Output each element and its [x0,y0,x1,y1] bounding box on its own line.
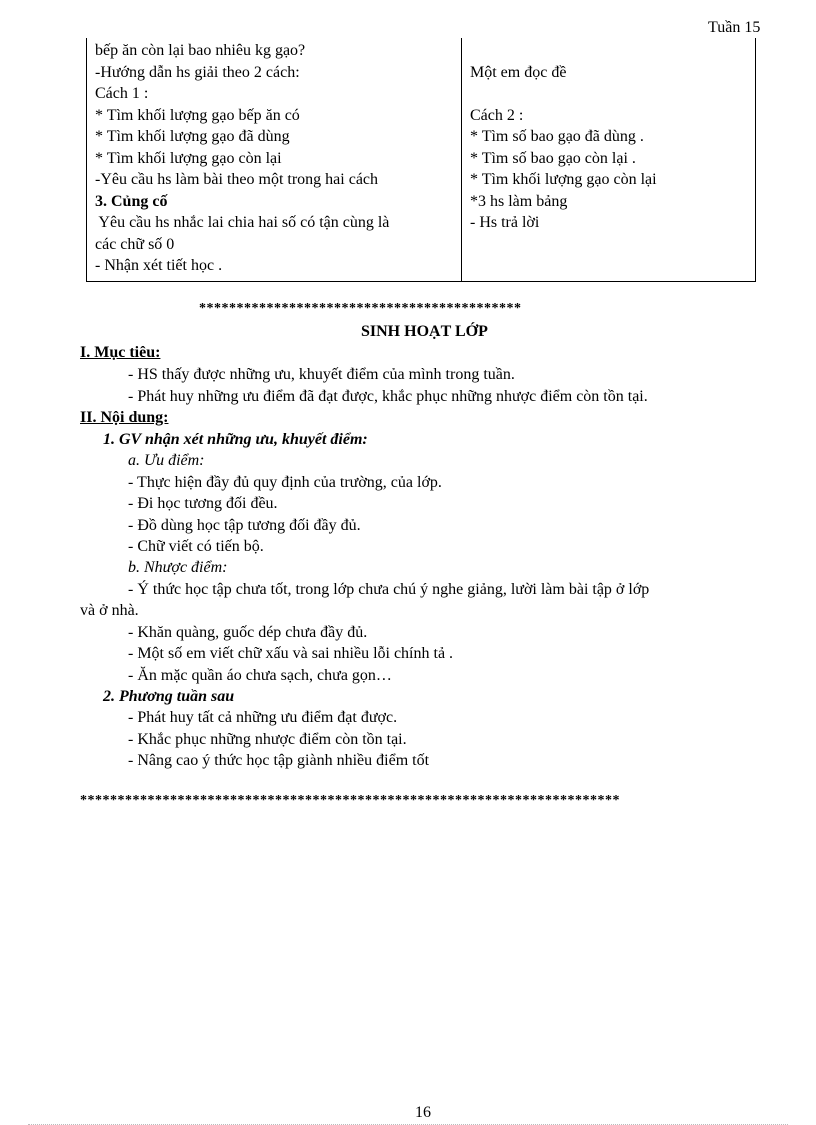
table-line: Cách 1 : [95,85,149,102]
subsection-heading: 2. Phương tuần sau [103,688,235,705]
separator-bottom: ************************************************************************ [80,793,620,808]
sub-label-strengths: a. Ưu điểm: [128,452,205,469]
table-line: * Tìm khối lượng gạo bếp ăn có [95,106,300,124]
sub-label-weaknesses: b. Nhược điểm: [128,559,228,576]
table-line: * Tìm số bao gạo còn lại . [470,149,636,167]
table-line [470,83,749,105]
list-item: - Thực hiện đầy đủ quy định của trường, của lớp. [128,474,442,491]
week-label: Tuần 15 [708,19,761,36]
table-line: * Tìm khối lượng gạo đã dùng [95,128,290,145]
table-line-heading: 3. Củng cố [95,192,168,210]
list-item: - Ăn mặc quần áo chưa sạch, chưa gọn… [128,667,392,684]
table-line [470,40,749,62]
list-item: - Ý thức học tập chưa tốt, trong lớp chưa chú ý nghe giảng, lười làm bài tập ở lớp [128,581,650,598]
table-line: Yêu cầu hs nhắc lai chia hai số có tận cùng là [95,214,390,231]
table-line: * Tìm số bao gạo đã dùng . [470,128,644,145]
table-line: * Tìm khối lượng gạo còn lại [95,149,282,167]
list-item: - Nâng cao ý thức học tập giành nhiều điểm tốt [128,752,430,769]
section-heading-objectives: I. Mục tiêu: [80,344,161,361]
list-item: - Khăn quàng, guốc dép chưa đầy đủ. [128,624,368,641]
table-line: -Yêu cầu hs làm bài theo một trong hai cách [95,171,379,188]
table-line: Cách 2 : [470,106,524,124]
list-item: - HS thấy được những ưu, khuyết điểm của mình trong tuần. [128,366,515,383]
section-heading-content: II. Nội dung: [80,409,169,426]
list-item: - Chữ viết có tiến bộ. [128,538,264,555]
list-item: - Một số em viết chữ xấu và sai nhiều lỗi chính tả . [128,645,454,662]
table-line: các chữ số 0 [95,235,175,253]
list-item: - Phát huy những ưu điểm đã đạt được, khắc phục những nhược điểm còn tồn tại. [128,388,648,405]
table-line: Một em đọc đề [470,63,567,81]
list-item: - Đi học tương đối đều. [128,495,278,512]
list-item-continuation: và ở nhà. [80,602,139,619]
subsection-heading: 1. GV nhận xét những ưu, khuyết điểm: [103,431,368,448]
list-item: - Đồ dùng học tập tương đối đầy đủ. [128,517,361,534]
lesson-table [86,38,756,282]
separator-top: ******************************************* [199,301,522,316]
table-line: - Nhận xét tiết học . [95,257,223,274]
table-line: - Hs trả lời [470,214,540,231]
page-title: SINH HOẠT LỚP [361,323,488,340]
table-line: -Hướng dẫn hs giải theo 2 cách: [95,63,300,81]
page-number: 16 [415,1104,431,1121]
list-item: - Phát huy tất cả những ưu điểm đạt được. [128,709,398,726]
table-line: bếp ăn còn lại bao nhiêu kg gạo? [95,42,306,59]
teacher-activities-cell [87,38,462,281]
table-line: *3 hs làm bảng [470,192,568,210]
list-item: - Khắc phục những nhược điểm còn tồn tại. [128,731,407,748]
table-line: * Tìm khối lượng gạo còn lại [470,171,657,188]
student-activities-cell [462,38,756,281]
